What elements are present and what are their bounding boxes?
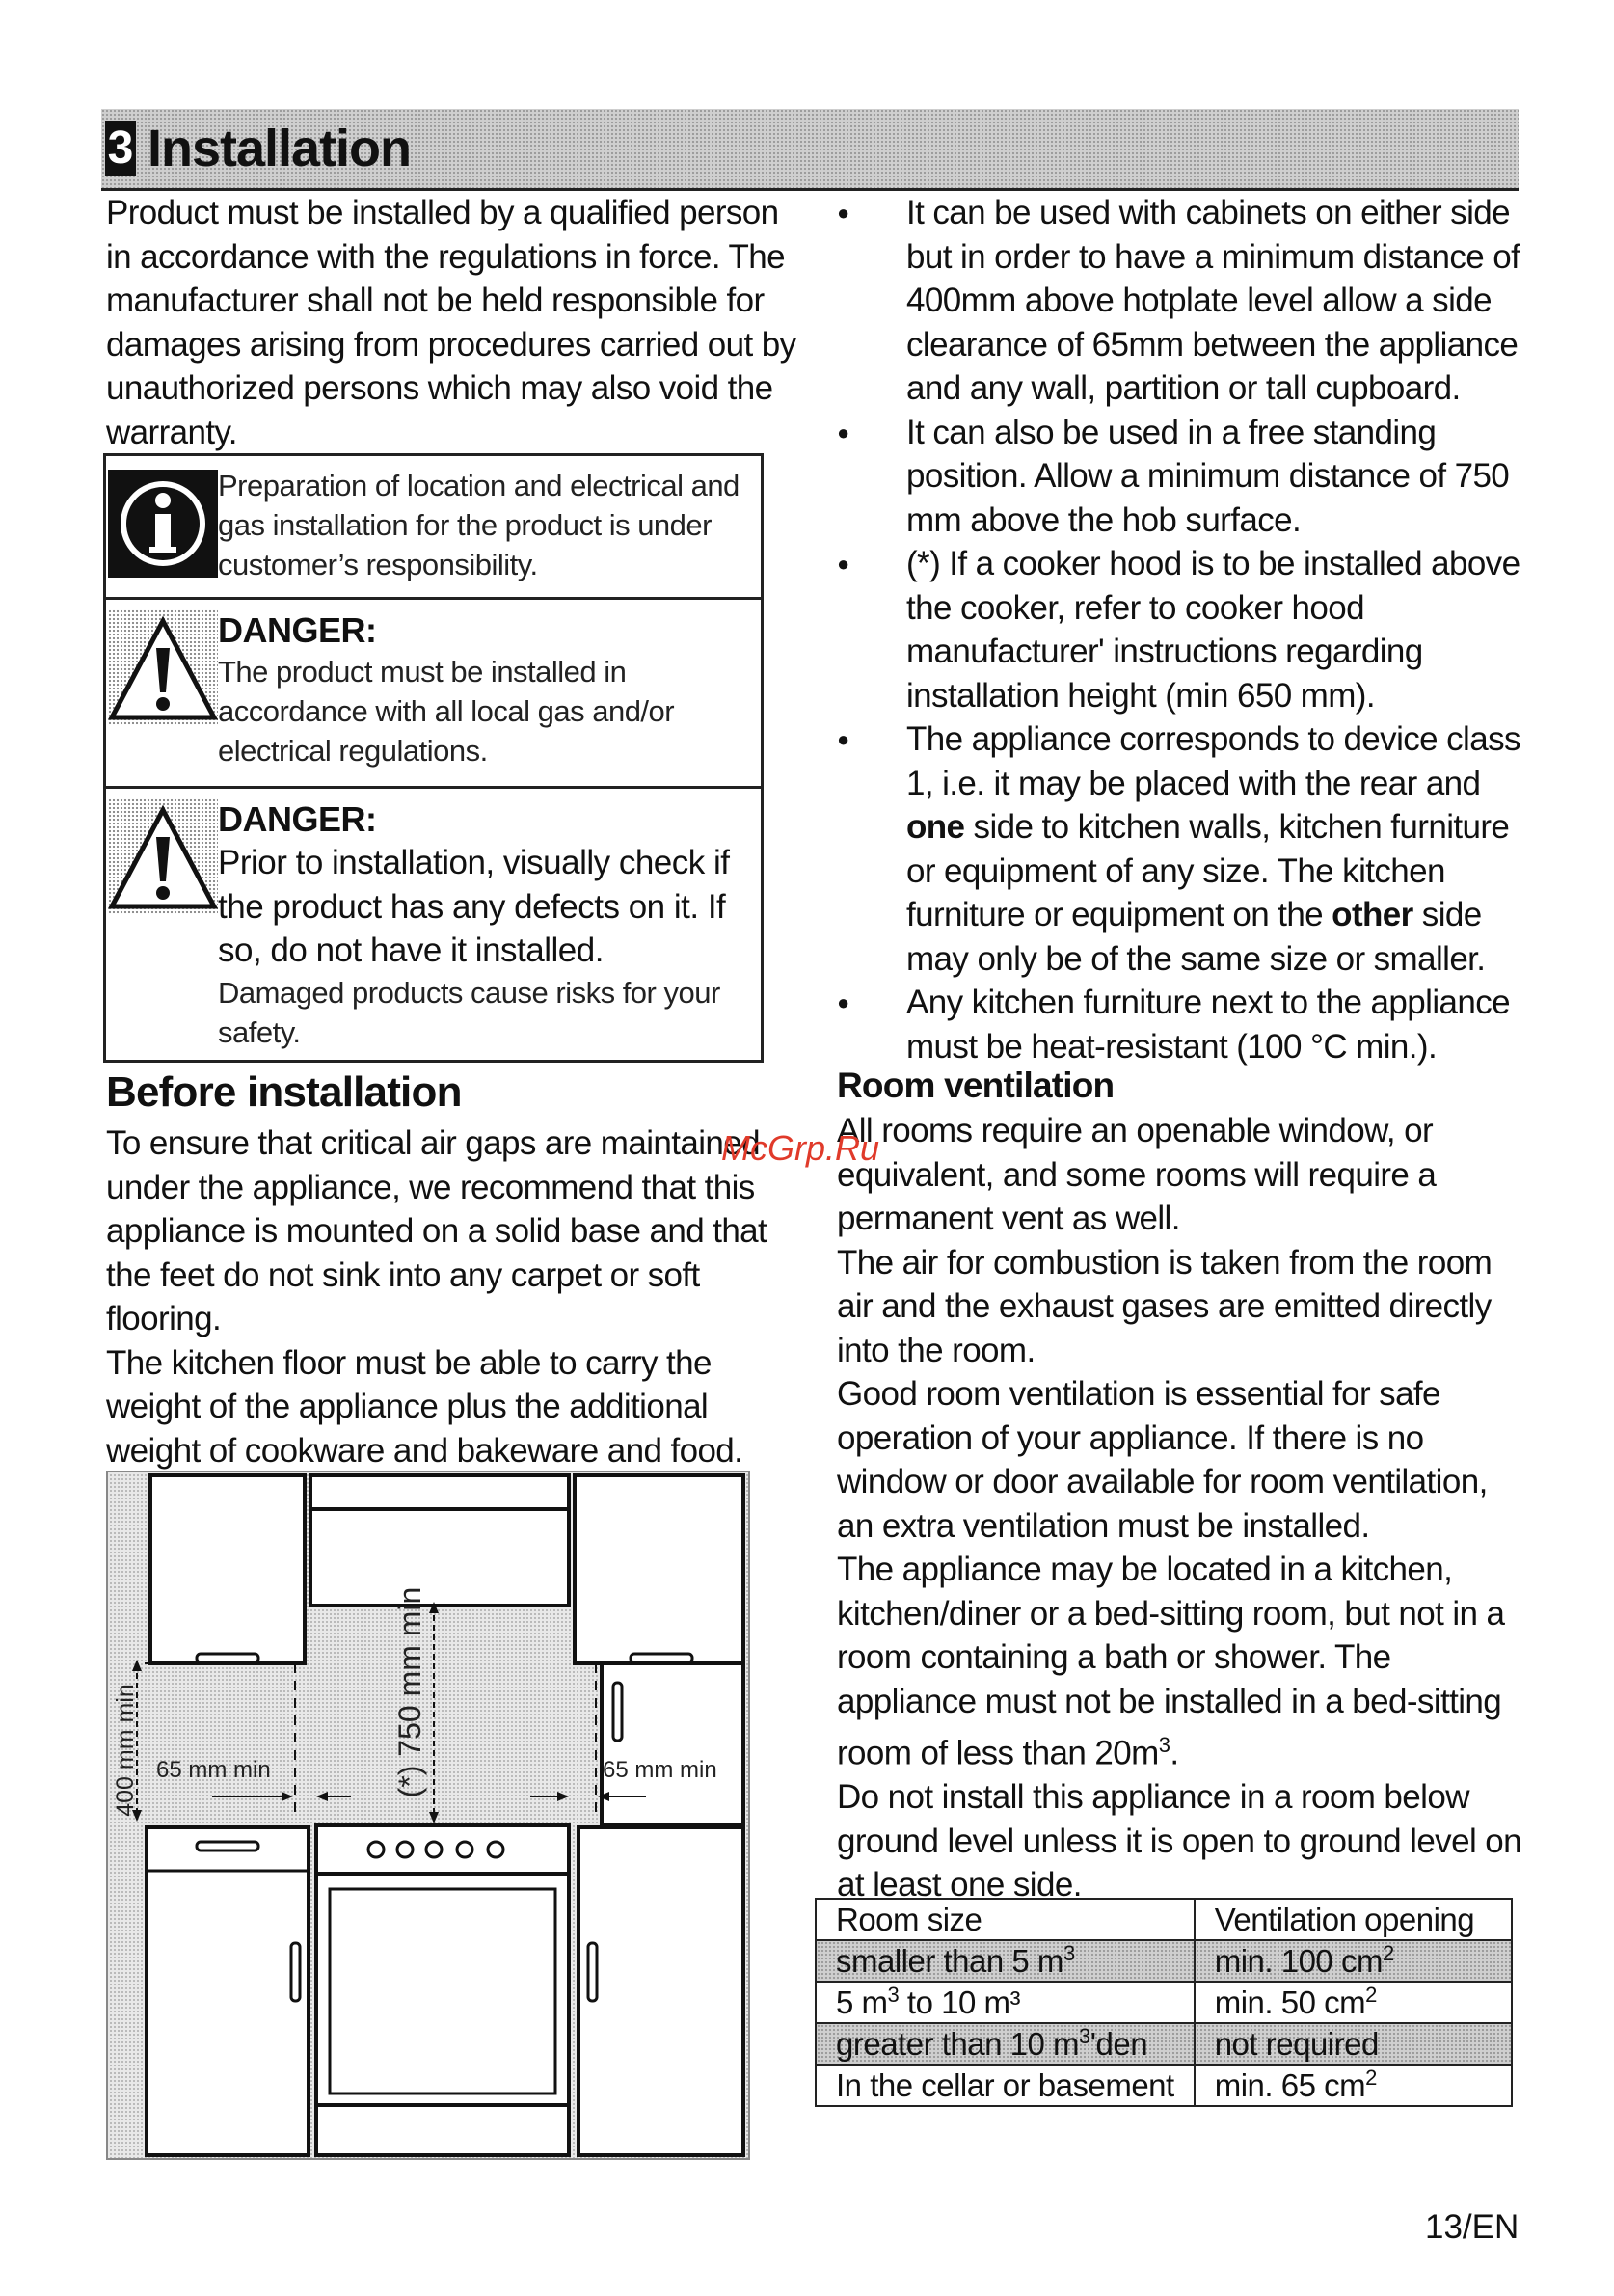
section-header	[101, 109, 1519, 191]
danger-text-1: The product must be installed in accordance with all local gas and/or electrical regulations.	[218, 655, 675, 768]
table-header-ventilation: Ventilation opening	[1195, 1899, 1512, 1940]
room-ventilation-p3: Good room ventilation is essential for safe operation of your appliance. If there is no window or door available for room ventilation, an extra ventilation must be installed.	[837, 1375, 1488, 1545]
before-installation-title: Before installation	[106, 1068, 462, 1116]
room-ventilation-body	[837, 1109, 1531, 1907]
notices-box	[103, 453, 764, 1063]
info-notice-text: Preparation of location and electrical and gas installation for the product is under customer’s responsibility.	[218, 469, 740, 581]
room-ventilation-p1: All rooms require an openable window, or equivalent, and some rooms will require a permanent vent as well.	[837, 1112, 1437, 1237]
section-number: 3	[105, 121, 136, 176]
danger-text-2-small: Damaged products cause risks for your safety.	[218, 975, 720, 1049]
table-row: greater than 10 $m^3'den$ not required	[816, 2023, 1512, 2065]
danger-title-1: DANGER:	[218, 610, 377, 650]
table-row: In the cellar or basement min. 65 $cm^2$	[816, 2065, 1512, 2106]
requirements-list	[837, 191, 1531, 1068]
danger-title-2: DANGER:	[218, 799, 377, 839]
table-row: 5 $m^3$ to 10 m³ min. 50 $cm^2$	[816, 1982, 1512, 2023]
room-ventilation-p2: The air for combustion is taken from the room air and the exhaust gases are emitted directly into the room.	[837, 1243, 1493, 1369]
installation-clearance-figure	[106, 1471, 750, 2160]
list-item: ● (*) If a cooker hood is to be installed above the cooker, refer to cooker hood manufacturer' instructions regarding installation height (min 650 mm).	[837, 542, 1531, 717]
list-item: ● It can be used with cabinets on either side but in order to have a minimum distance of 400mm above hotplate level allow a side clearance of 65mm between the appliance and any wall, partition or tall cupboard.	[837, 191, 1531, 411]
before-installation-p1: To ensure that critical air gaps are maintained under the appliance, we recommend that this appliance is mounted on a solid base and that the feet do not sink into any carpet or soft flooring.	[106, 1124, 767, 1337]
warning-icon	[108, 798, 218, 914]
list-item: ● It can also be used in a free standing position. Allow a minimum distance of 750 mm above the hob surface.	[837, 411, 1531, 543]
table-header-room-size: Room size	[816, 1899, 1195, 1940]
info-icon	[108, 466, 218, 581]
danger-notice-2	[106, 786, 761, 1066]
section-title: Installation	[148, 120, 412, 177]
list-item: ● The appliance corresponds to device class 1, i.e. it may be placed with the rear and one side to kitchen walls, kitchen furniture or equipment of any size. The kitchen furniture or equipment on the other side may only be of the same size or smaller.	[837, 717, 1531, 981]
danger-notice-1	[106, 597, 761, 786]
label-65-mm-left: 65 mm min	[156, 1757, 271, 1783]
watermark: McGrp.Ru	[721, 1128, 880, 1168]
page-number: 13/EN	[1425, 2208, 1520, 2246]
intro-paragraph	[106, 191, 800, 454]
label-750-mm: (*) 750 mm min	[392, 1586, 427, 1798]
list-item: ● Any kitchen furniture next to the appliance must be heat-resistant (100 °C min.).	[837, 981, 1531, 1068]
table-header-row	[816, 1899, 1512, 1940]
before-installation-p2: The kitchen floor must be able to carry the weight of the appliance plus the additional weight of cookware and bakeware and food.	[106, 1343, 743, 1470]
label-400-mm: 400 mm min	[112, 1684, 139, 1817]
label-65-mm-right: 65 mm min	[603, 1757, 717, 1783]
room-ventilation-title: Room ventilation	[837, 1066, 1115, 1105]
danger-text-2: Prior to installation, visually check if the product has any defects on it. If so, do not have it installed.	[218, 844, 730, 969]
intro-text: Product must be installed by a qualified person in accordance with the regulations in force. The manufacturer shall not be held responsible for damages arising from procedures carried out by unauthorized persons which may also void the warranty.	[106, 194, 796, 451]
room-ventilation-p4: The appliance may be located in a kitchen, kitchen/diner or a bed-sitting room, but not in a room containing a bath or shower. The appliance must not be installed in a bed-sitting room of less than $20m^3$.	[837, 1551, 1505, 1772]
before-installation-body	[106, 1121, 800, 1472]
table-row: smaller than 5 $m^3$ min. 100 $cm^2$	[816, 1940, 1512, 1982]
room-ventilation-p5: Do not install this appliance in a room below ground level unless it is open to ground level on at least one side.	[837, 1778, 1521, 1904]
warning-icon	[108, 609, 218, 725]
info-notice	[106, 456, 761, 597]
ventilation-table	[815, 1898, 1513, 2107]
